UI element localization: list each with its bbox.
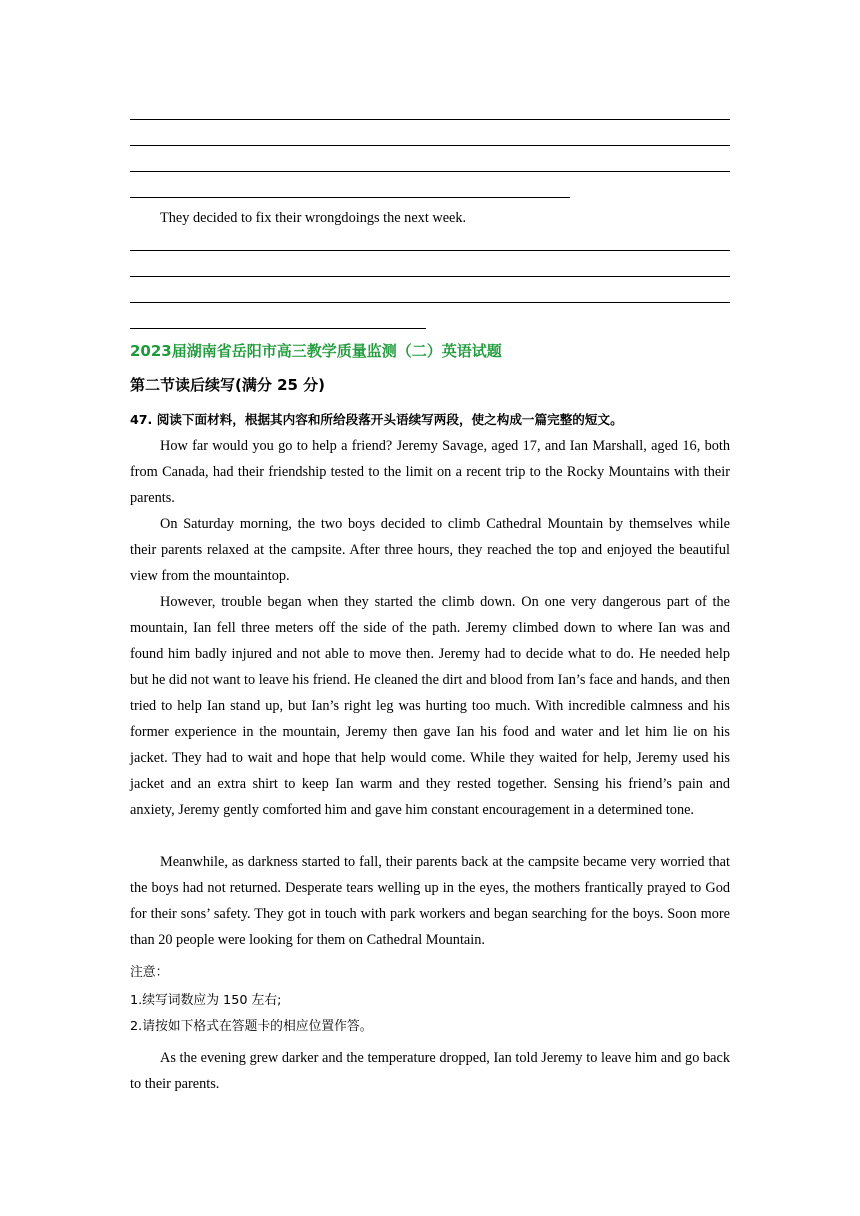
note-item-1: 1.续写词数应为 150 左右;	[130, 993, 282, 1008]
passage-paragraph-3: However, trouble began when they started the climb down. On one very dangerous part of the mountain, Ian fell three meters off the side of the path. Jeremy climbed down to where Ian was and found him badly injured and not able to move then. Jeremy had to decide what to do. He needed help but he did not want to leave his friend. He cleaned the dirt and blood from Ian’s face and hands, and then tried to help Ian stand up, but Ian’s right leg was hurting too much. With incredible calmness and his former experience in the mountain, Jeremy then gave Ian his food and water and let him lie on his jacket. They had to wait and hope that help would come. While they waited for help, Jeremy used his jacket and an extra shirt to keep Ian warm and they rested together. Sensing his friend’s pain and anxiety, Jeremy gently comforted him and gave him constant encouragement in a determined tone.	[130, 594, 730, 818]
writing-line-short	[130, 328, 426, 329]
continuation-sentence: They decided to fix their wrongdoings the next week.	[160, 210, 467, 226]
notes-label: 注意：	[130, 965, 169, 980]
section-subtitle: 第二节读后续写(满分 25 分)	[130, 376, 326, 394]
section-title: 2023届湖南省岳阳市高三教学质量监测（二）英语试题	[130, 342, 502, 360]
question-instruction: 47. 阅读下面材料，根据其内容和所给段落开头语续写两段，使之构成一篇完整的短文。	[130, 412, 623, 427]
writing-line	[130, 145, 730, 146]
note-item-2: 2.请按如下格式在答题卡的相应位置作答。	[130, 1019, 373, 1034]
passage-paragraph-2: On Saturday morning, the two boys decided to climb Cathedral Mountain by themselves while their parents relaxed at the campsite. After three hours, they reached the top and enjoyed the beautiful view from the mountaintop.	[130, 516, 730, 584]
writing-line	[130, 276, 730, 277]
writing-line	[130, 250, 730, 251]
writing-line	[130, 119, 730, 120]
passage-paragraph-4: Meanwhile, as darkness started to fall, their parents back at the campsite became very worried that the boys had not returned. Desperate tears welling up in the eyes, the mothers frantically prayed to God for their sons’ safety. They got in touch with park workers and began searching for the boys. Soon more than 20 people were looking for them on Cathedral Mountain.	[130, 854, 730, 948]
opening-line: As the evening grew darker and the temperature dropped, Ian told Jeremy to leave him and go back to their parents.	[130, 1050, 730, 1092]
writing-line	[130, 302, 730, 303]
writing-line-short	[130, 197, 570, 198]
writing-line	[130, 171, 730, 172]
passage-paragraph-1: How far would you go to help a friend? Jeremy Savage, aged 17, and Ian Marshall, aged 16, both from Canada, had their friendship tested to the limit on a recent trip to the Rocky Mountains with their parents.	[130, 438, 730, 506]
